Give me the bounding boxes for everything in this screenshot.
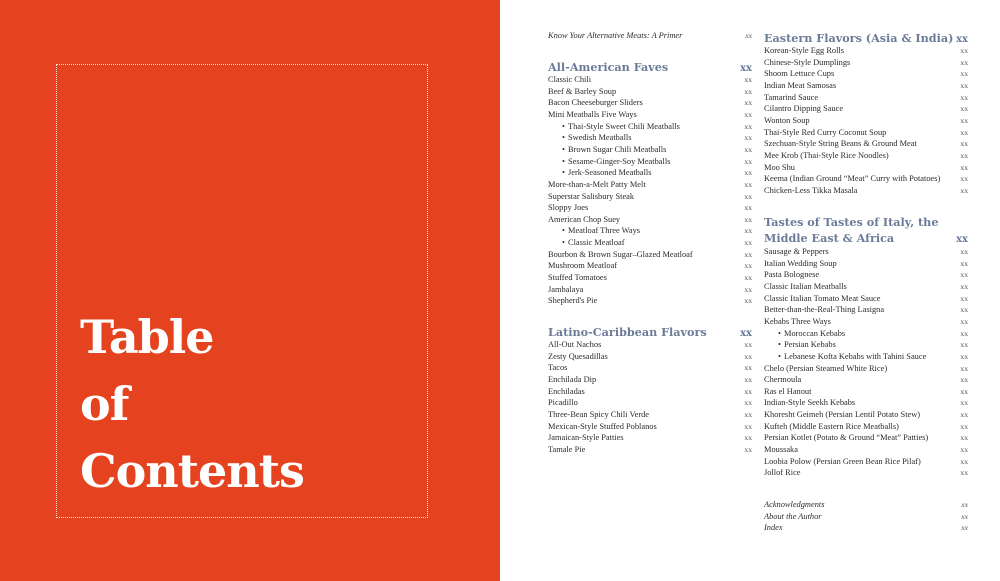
toc-entry[interactable] — [764, 293, 968, 305]
toc-entry[interactable] — [764, 397, 968, 409]
entry-page: xx — [960, 316, 968, 326]
entry-page: xx — [960, 80, 968, 90]
toc-entry[interactable] — [764, 499, 968, 511]
entry-page: xx — [960, 386, 968, 396]
entry-label: Chelo (Persian Steamed White Rice) — [764, 363, 888, 373]
toc-entry[interactable] — [764, 127, 968, 139]
toc-entry[interactable] — [764, 115, 968, 127]
entry-page: xx — [744, 203, 752, 213]
entry-page: xx — [744, 226, 752, 236]
entry-page: xx — [960, 185, 968, 195]
toc-entry[interactable] — [548, 386, 752, 398]
entry-label: Classic Italian Tomato Meat Sauce — [764, 293, 881, 303]
toc-entry[interactable] — [764, 351, 968, 363]
toc-entry[interactable] — [548, 409, 752, 421]
entry-label: More-than-a-Melt Patty Melt — [548, 179, 646, 189]
entry-page: xx — [744, 156, 752, 166]
toc-entry[interactable] — [548, 260, 752, 272]
entry-page: xx — [744, 86, 752, 96]
section-heading-italy-line1[interactable] — [764, 214, 968, 230]
entry-page: xx — [744, 273, 752, 283]
toc-entry[interactable] — [764, 80, 968, 92]
toc-entry[interactable] — [764, 374, 968, 386]
entry-label: Ras el Hanout — [764, 386, 812, 396]
entry-label: Mee Krob (Thai-Style Rice Noodles) — [764, 150, 889, 160]
toc-entry[interactable] — [548, 144, 752, 156]
entry-page: xx — [960, 174, 968, 184]
entry-label: Tamarind Sauce — [764, 92, 819, 102]
entry-label: Sausage & Peppers — [764, 247, 829, 256]
toc-entry[interactable] — [548, 339, 752, 351]
entry-page: xx — [960, 410, 968, 420]
toc-entry[interactable] — [548, 225, 752, 237]
section-page: xx — [956, 234, 968, 245]
entry-label: Stuffed Tomatoes — [548, 273, 607, 283]
toc-entry[interactable] — [548, 295, 752, 307]
toc-entry[interactable] — [764, 68, 968, 80]
toc-entry[interactable] — [548, 397, 752, 409]
toc-entry[interactable] — [764, 444, 968, 456]
title-line: of — [80, 377, 129, 431]
toc-entry[interactable] — [548, 156, 752, 168]
entry-page: xx — [744, 398, 752, 408]
entry-page: xx — [960, 363, 968, 373]
entry-label: Thai-Style Red Curry Coconut Soup — [764, 127, 887, 137]
entry-label: About the Author — [764, 511, 822, 521]
entry-label: Index — [764, 523, 783, 533]
section-title: Middle East & Africa — [764, 231, 895, 245]
entry-page: xx — [744, 75, 752, 84]
entry-label: Mushroom Meatloaf — [548, 261, 618, 271]
toc-entry[interactable] — [764, 511, 968, 523]
toc-entry[interactable] — [548, 272, 752, 284]
page-title — [80, 304, 304, 505]
entry-label: Kufteh (Middle Eastern Rice Meatballs) — [764, 421, 899, 431]
entry-page: xx — [744, 168, 752, 178]
toc-entry[interactable] — [764, 162, 968, 174]
section-title: Latino-Caribbean Flavors — [548, 325, 707, 339]
entry-label: • Classic Meatloaf — [548, 237, 625, 249]
entry-label: Beef & Barley Soup — [548, 86, 617, 96]
toc-entry[interactable] — [764, 246, 968, 258]
entry-label: Tamale Pie — [548, 444, 586, 454]
entry-label: Korean-Style Egg Rolls — [764, 46, 845, 55]
section-title: Eastern Flavors (Asia & India) — [764, 31, 954, 45]
toc-entry[interactable] — [764, 386, 968, 398]
entry-label: • Swedish Meatballs — [548, 132, 632, 144]
entry-label: Acknowledgments — [764, 500, 825, 509]
toc-entry[interactable] — [548, 249, 752, 261]
section-title: All-American Faves — [548, 60, 669, 74]
section-page: xx — [956, 34, 968, 45]
entry-page: xx — [960, 433, 968, 443]
toc-entry[interactable] — [764, 92, 968, 104]
toc-entry[interactable] — [764, 339, 968, 351]
entry-label: Tacos — [548, 363, 568, 373]
title-line: Table — [80, 310, 214, 364]
entry-label: Italian Wedding Soup — [764, 258, 837, 268]
entry-label: Bourbon & Brown Sugar–Glazed Meatloaf — [548, 249, 693, 259]
entry-label: Pasta Bolognese — [764, 270, 820, 280]
entry-page: xx — [960, 115, 968, 125]
toc-entry[interactable] — [764, 185, 968, 197]
entry-page: xx — [744, 179, 752, 189]
toc-entry[interactable] — [548, 432, 752, 444]
entry-page: xx — [744, 133, 752, 143]
section-title: Tastes of Tastes of Italy, the — [764, 215, 939, 229]
toc-entry[interactable] — [764, 281, 968, 293]
toc-entry[interactable] — [548, 167, 752, 179]
entry-label: Mexican-Style Stuffed Poblanos — [548, 421, 657, 431]
entry-label: Khoresht Geimeh (Persian Lentil Potato Stew) — [764, 410, 921, 420]
entry-label: Enchiladas — [548, 386, 585, 396]
entry-label: Chinese-Style Dumplings — [764, 57, 851, 67]
entry-page: xx — [744, 433, 752, 443]
toc-entry[interactable] — [764, 522, 968, 534]
entry-page: xx — [960, 445, 968, 455]
toc-entry[interactable] — [764, 258, 968, 270]
entry-label: Jambalaya — [548, 284, 584, 294]
entry-label: Indian Meat Samosas — [764, 80, 837, 90]
entry-page: xx — [960, 281, 968, 291]
entry-label: Shepherd's Pie — [548, 296, 598, 306]
entry-page: xx — [960, 104, 968, 114]
entry-page: xx — [744, 214, 752, 224]
entry-label: • Brown Sugar Chili Meatballs — [548, 144, 666, 156]
entry-label: Three-Bean Spicy Chili Verde — [548, 409, 650, 419]
entry-page: xx — [960, 340, 968, 350]
entry-label: • Thai-Style Sweet Chili Meatballs — [548, 121, 680, 133]
title-line: Contents — [80, 444, 304, 498]
entry-page: xx — [960, 127, 968, 137]
entry-label: Bacon Cheeseburger Sliders — [548, 98, 643, 108]
entry-page: xx — [744, 444, 752, 454]
toc-entry[interactable] — [548, 214, 752, 226]
entry-label: All-Out Nachos — [548, 340, 602, 349]
toc-page — [500, 0, 1000, 581]
entry-page: xx — [961, 500, 968, 509]
entry-page: xx — [960, 162, 968, 172]
entry-label: Wonton Soup — [764, 115, 810, 125]
entry-page: xx — [960, 375, 968, 385]
entry-page: xx — [960, 270, 968, 280]
toc-entry[interactable] — [764, 328, 968, 340]
entry-label: Zesty Quesadillas — [548, 351, 608, 361]
toc-entry[interactable] — [764, 432, 968, 444]
entry-page: xx — [960, 139, 968, 149]
entry-label: Shoom Lettuce Cups — [764, 69, 835, 79]
entry-label: American Chop Suey — [548, 214, 621, 224]
toc-entry[interactable] — [764, 409, 968, 421]
entry-page: xx — [744, 98, 752, 108]
entry-page: xx — [744, 144, 752, 154]
entry-label: Moussaka — [764, 445, 798, 455]
entry-label: Moo Shu — [764, 162, 795, 172]
entry-page: xx — [745, 31, 752, 40]
entry-page: xx — [961, 511, 968, 521]
entry-label: • Jerk-Seasoned Meatballs — [548, 167, 652, 179]
entry-page: xx — [960, 247, 968, 256]
toc-entry[interactable] — [764, 304, 968, 316]
entry-page: xx — [960, 398, 968, 408]
entry-page: xx — [744, 238, 752, 248]
entry-label: Kebabs Three Ways — [764, 316, 831, 326]
entry-page: xx — [960, 421, 968, 431]
toc-entry[interactable] — [764, 421, 968, 433]
toc-entry[interactable] — [548, 109, 752, 121]
toc-entry[interactable] — [548, 179, 752, 191]
entry-label: Jamaican-Style Patties — [548, 433, 624, 443]
toc-entry[interactable] — [548, 74, 752, 86]
toc-entry[interactable] — [764, 173, 968, 185]
section-page: xx — [740, 328, 752, 339]
entry-page: xx — [744, 409, 752, 419]
toc-entry[interactable] — [548, 97, 752, 109]
entry-label: Classic Italian Meatballs — [764, 281, 847, 291]
entry-page: xx — [960, 293, 968, 303]
section-page: xx — [740, 63, 752, 74]
entry-label: Loobia Polow (Persian Green Bean Rice Pilaf) — [764, 456, 921, 466]
entry-page: xx — [960, 328, 968, 338]
toc-entry[interactable] — [548, 374, 752, 386]
toc-entry[interactable] — [548, 191, 752, 203]
entry-page: xx — [744, 284, 752, 294]
entry-label: Chermoula — [764, 375, 802, 385]
entry-label: Szechuan-Style String Beans & Ground Meat — [764, 139, 917, 149]
entry-label: • Sesame-Ginger-Soy Meatballs — [548, 156, 670, 168]
toc-entry[interactable] — [548, 121, 752, 133]
entry-page: xx — [960, 92, 968, 102]
entry-page: xx — [744, 191, 752, 201]
toc-entry[interactable] — [764, 363, 968, 375]
toc-entry[interactable] — [764, 150, 968, 162]
entry-page: xx — [744, 421, 752, 431]
entry-label: Cilantro Dipping Sauce — [764, 104, 844, 114]
entry-label: Classic Chili — [548, 75, 592, 84]
toc-entry[interactable] — [548, 351, 752, 363]
toc-entry[interactable] — [548, 237, 752, 249]
toc-entry[interactable] — [764, 138, 968, 150]
entry-label: Sloppy Joes — [548, 203, 589, 213]
entry-label: Jollof Rice — [764, 468, 801, 478]
entry-page: xx — [744, 296, 752, 306]
entry-page: xx — [960, 150, 968, 160]
toc-entry[interactable] — [764, 316, 968, 328]
entry-page: xx — [960, 351, 968, 361]
entry-page: xx — [960, 258, 968, 268]
toc-entry[interactable] — [548, 421, 752, 433]
entry-page: xx — [744, 249, 752, 259]
toc-entry[interactable] — [548, 444, 752, 456]
entry-page: xx — [960, 57, 968, 67]
entry-page: xx — [744, 261, 752, 271]
entry-label: Better-than-the-Real-Thing Lasigna — [764, 305, 885, 315]
toc-entry[interactable] — [548, 86, 752, 98]
entry-page: xx — [744, 386, 752, 396]
entry-page: xx — [744, 109, 752, 119]
entry-label: Indian-Style Seekh Kebabs — [764, 398, 856, 408]
entry-page: xx — [960, 456, 968, 466]
toc-entry[interactable] — [764, 45, 968, 57]
entry-label: • Lebanese Kofta Kebabs with Tahini Sauce — [764, 351, 926, 363]
entry-page: xx — [960, 46, 968, 55]
entry-label: • Meatloaf Three Ways — [548, 225, 640, 237]
entry-label: Picadillo — [548, 398, 578, 408]
toc-entry[interactable] — [548, 362, 752, 374]
toc-entry[interactable] — [548, 132, 752, 144]
toc-entry[interactable] — [548, 202, 752, 214]
entry-page: xx — [961, 523, 968, 533]
entry-page: xx — [960, 69, 968, 79]
entry-page: xx — [744, 374, 752, 384]
entry-label: Know Your Alternative Meats: A Primer — [548, 31, 683, 40]
entry-page: xx — [960, 305, 968, 315]
entry-label: Keema (Indian Ground “Meat” Curry with Potatoes) — [764, 174, 941, 184]
entry-label: Superstar Salisbury Steak — [548, 191, 635, 201]
entry-label: Enchilada Dip — [548, 374, 597, 384]
entry-page: xx — [744, 363, 752, 373]
entry-page: xx — [744, 351, 752, 361]
entry-label: • Moroccan Kebabs — [764, 328, 845, 340]
entry-page: xx — [744, 340, 752, 349]
entry-label: Mini Meatballs Five Ways — [548, 109, 637, 119]
entry-label: Chicken-Less Tikka Masala — [764, 185, 858, 195]
toc-entry[interactable] — [764, 467, 968, 479]
entry-page: xx — [960, 468, 968, 478]
toc-entry[interactable] — [764, 456, 968, 468]
toc-entry[interactable] — [764, 103, 968, 115]
entry-label: • Persian Kebabs — [764, 339, 836, 351]
entry-label: Persian Kotlet (Potato & Ground “Meat” Patties) — [764, 433, 929, 443]
toc-entry[interactable] — [548, 284, 752, 296]
entry-page: xx — [744, 121, 752, 131]
toc-entry[interactable] — [764, 269, 968, 281]
toc-entry[interactable] — [764, 57, 968, 69]
toc-entry-primer[interactable] — [548, 30, 752, 42]
